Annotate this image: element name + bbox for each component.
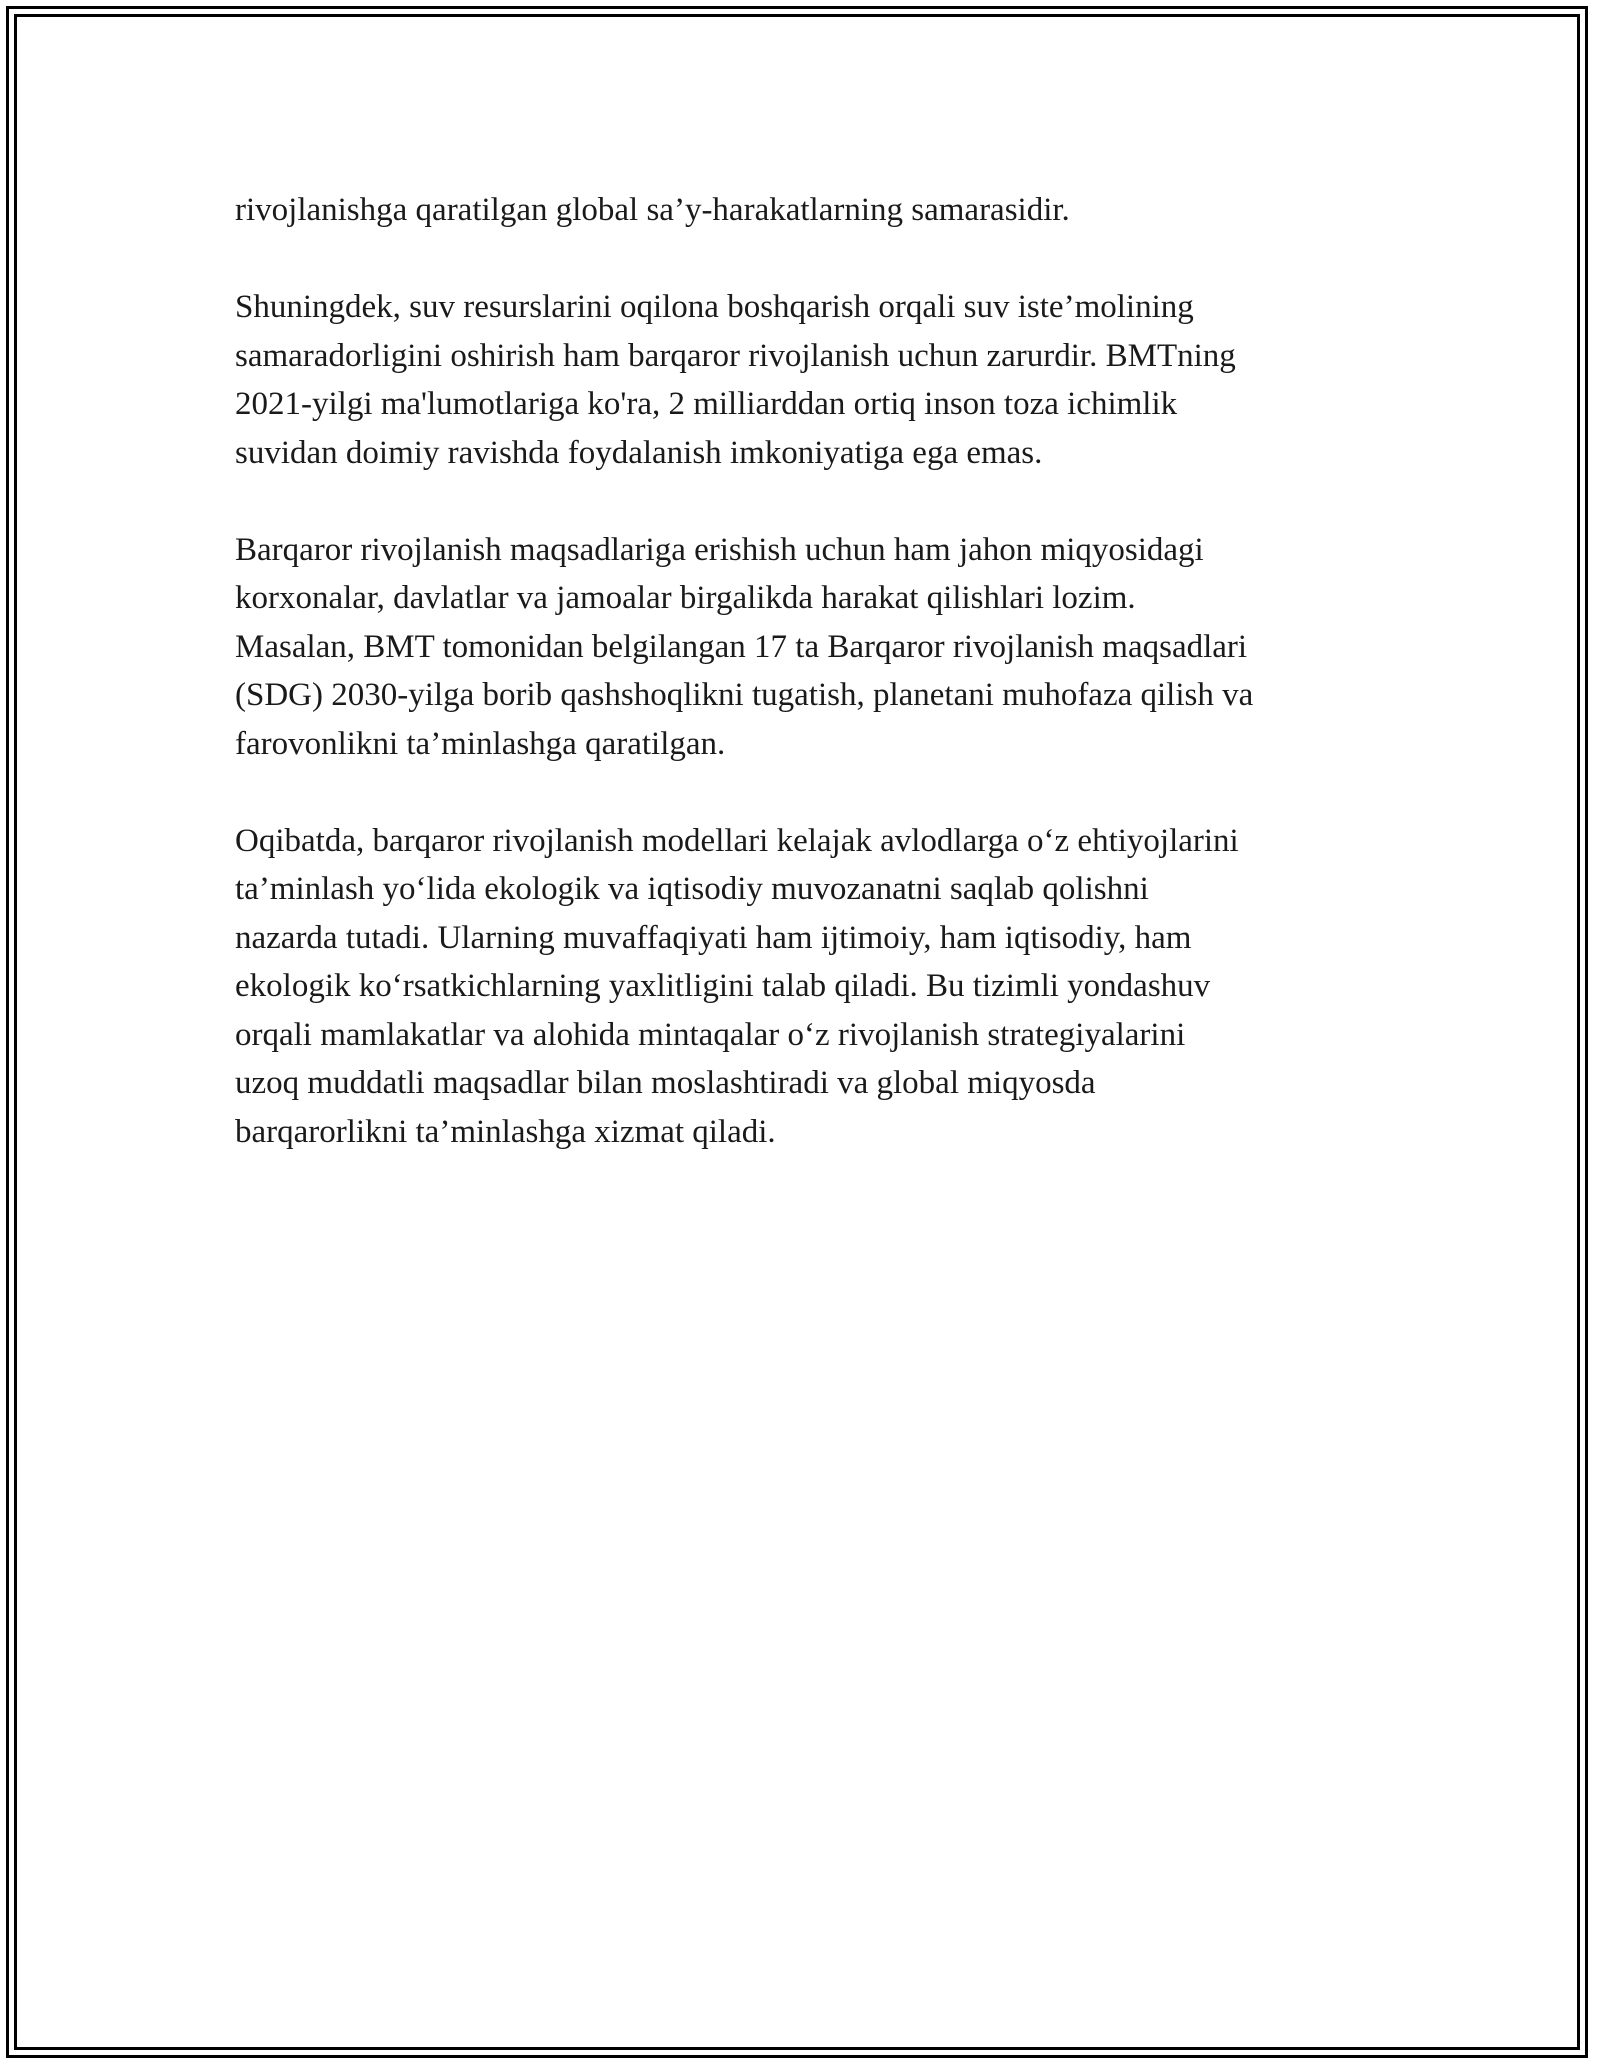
paragraph-4 xyxy=(235,817,1385,1157)
text-line: ta’minlash yo‘lida ekologik va iqtisodiy muvozanatni saqlab qolishni xyxy=(235,871,1149,907)
text-line: 2021-yilgi ma'lumotlariga ko'ra, 2 milliarddan ortiq inson toza ichimlik xyxy=(235,386,1178,422)
text-line: Barqaror rivojlanish maqsadlariga erishish uchun ham jahon miqyosidagi xyxy=(235,531,1204,568)
text-line: samaradorligini oshirish ham barqaror rivojlanish uchun zarurdir. BMTning xyxy=(235,337,1236,374)
text-line: rivojlanishga qaratilgan global sa’y-harakatlarning samarasidir. xyxy=(235,192,1070,228)
text-line: Oqibatda, barqaror rivojlanish modellari kelajak avlodlarga o‘z ehtiyojlarini xyxy=(235,822,1239,859)
text-line: Shuningdek, suv resurslarini oqilona boshqarish orqali suv iste’molining xyxy=(235,289,1194,325)
text-line: uzoq muddatli maqsadlar bilan moslashtiradi va global miqyosda xyxy=(235,1065,1096,1101)
text-line: barqarorlikni ta’minlashga xizmat qiladi. xyxy=(235,1113,776,1150)
text-line: Masalan, BMT tomonidan belgilangan 17 ta Barqaror rivojlanish maqsadlari xyxy=(235,628,1248,665)
text-line: korxonalar, davlatlar va jamoalar birgalikda harakat qilishlari lozim. xyxy=(235,580,1136,616)
text-line: farovonlikni ta’minlashga qaratilgan. xyxy=(235,725,726,762)
paragraph-1 xyxy=(235,186,1385,235)
text-line: (SDG) 2030-yilga borib qashshoqlikni tugatish, planetani muhofaza qilish va xyxy=(235,677,1254,713)
text-line: suvidan doimiy ravishda foydalanish imkoniyatiga ega emas. xyxy=(235,434,1043,471)
paragraph-2 xyxy=(235,283,1385,477)
text-line: ekologik ko‘rsatkichlarning yaxlitligini talab qiladi. Bu tizimli yondashuv xyxy=(235,968,1211,1004)
document-body xyxy=(235,186,1385,1205)
paragraph-3 xyxy=(235,526,1385,769)
text-line: orqali mamlakatlar va alohida mintaqalar o‘z rivojlanish strategiyalarini xyxy=(235,1016,1186,1053)
text-line: nazarda tutadi. Ularning muvaffaqiyati ham ijtimoiy, ham iqtisodiy, ham xyxy=(235,919,1192,956)
